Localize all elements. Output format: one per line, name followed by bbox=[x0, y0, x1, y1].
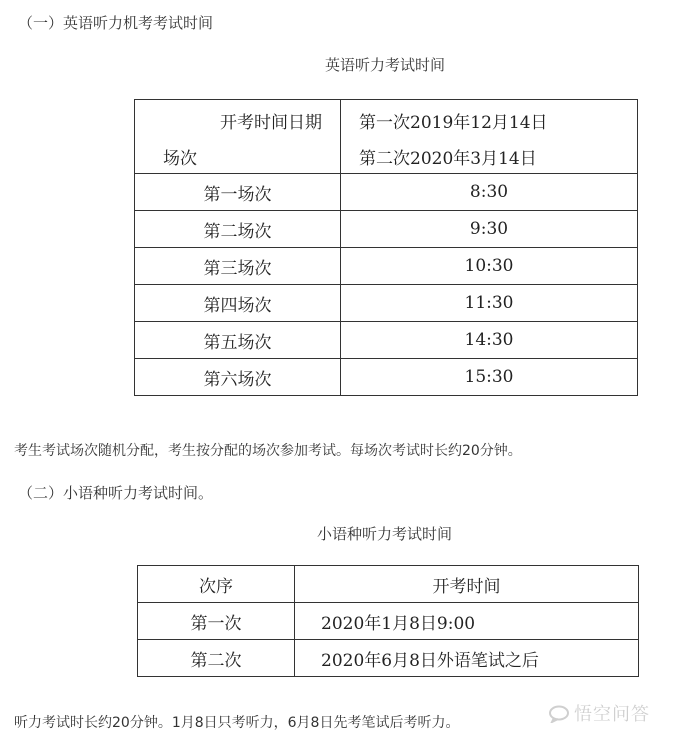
session-cell: 第一场次 bbox=[135, 174, 341, 211]
time-cell: 15:30 bbox=[341, 359, 638, 396]
chat-bubble-icon bbox=[548, 705, 570, 723]
header-second-date: 第二次2020年3月14日 bbox=[359, 149, 537, 169]
header-order: 次序 bbox=[138, 566, 295, 603]
time-cell: 11:30 bbox=[341, 285, 638, 322]
note-paragraph-1: 考生考试场次随机分配，考生按分配的场次参加考试。每场次考试时长约20分钟。 bbox=[14, 443, 522, 459]
minor-language-schedule-table bbox=[137, 565, 639, 677]
header-date-label: 开考时间日期 bbox=[220, 113, 322, 133]
order-cell: 第一次 bbox=[138, 603, 295, 640]
table-caption-1: 英语听力考试时间 bbox=[325, 56, 446, 74]
header-session-label: 场次 bbox=[163, 149, 197, 169]
table-row bbox=[138, 640, 639, 677]
section-heading-2: （二）小语种听力考试时间。 bbox=[18, 484, 214, 502]
table-row bbox=[135, 285, 638, 322]
watermark-text: 悟空问答 bbox=[574, 704, 650, 725]
table-row bbox=[135, 174, 638, 211]
session-cell: 第四场次 bbox=[135, 285, 341, 322]
table-header-row bbox=[135, 100, 638, 174]
order-cell: 第二次 bbox=[138, 640, 295, 677]
time-cell: 14:30 bbox=[341, 322, 638, 359]
table-header-row bbox=[138, 566, 639, 603]
header-start-time: 开考时间 bbox=[295, 566, 639, 603]
time-cell: 9:30 bbox=[341, 211, 638, 248]
note-paragraph-2: 听力考试时长约20分钟。1月8日只考听力，6月8日先考笔试后考听力。 bbox=[14, 715, 460, 731]
section-heading-1: （一）英语听力机考考试时间 bbox=[18, 14, 214, 32]
session-cell: 第三场次 bbox=[135, 248, 341, 285]
table-row bbox=[138, 603, 639, 640]
table-caption-2: 小语种听力考试时间 bbox=[317, 525, 453, 543]
header-cell-left bbox=[135, 100, 341, 174]
english-listening-schedule-table bbox=[134, 99, 638, 396]
header-cell-right bbox=[341, 100, 638, 174]
session-cell: 第二场次 bbox=[135, 211, 341, 248]
header-first-date: 第一次2019年12月14日 bbox=[359, 113, 548, 133]
table-row bbox=[135, 248, 638, 285]
table-row bbox=[135, 322, 638, 359]
table-row bbox=[135, 359, 638, 396]
time-cell: 2020年6月8日外语笔试之后 bbox=[295, 640, 639, 677]
session-cell: 第六场次 bbox=[135, 359, 341, 396]
time-cell: 2020年1月8日9:00 bbox=[295, 603, 639, 640]
time-cell: 8:30 bbox=[341, 174, 638, 211]
table-row bbox=[135, 211, 638, 248]
session-cell: 第五场次 bbox=[135, 322, 341, 359]
time-cell: 10:30 bbox=[341, 248, 638, 285]
watermark bbox=[548, 700, 650, 726]
